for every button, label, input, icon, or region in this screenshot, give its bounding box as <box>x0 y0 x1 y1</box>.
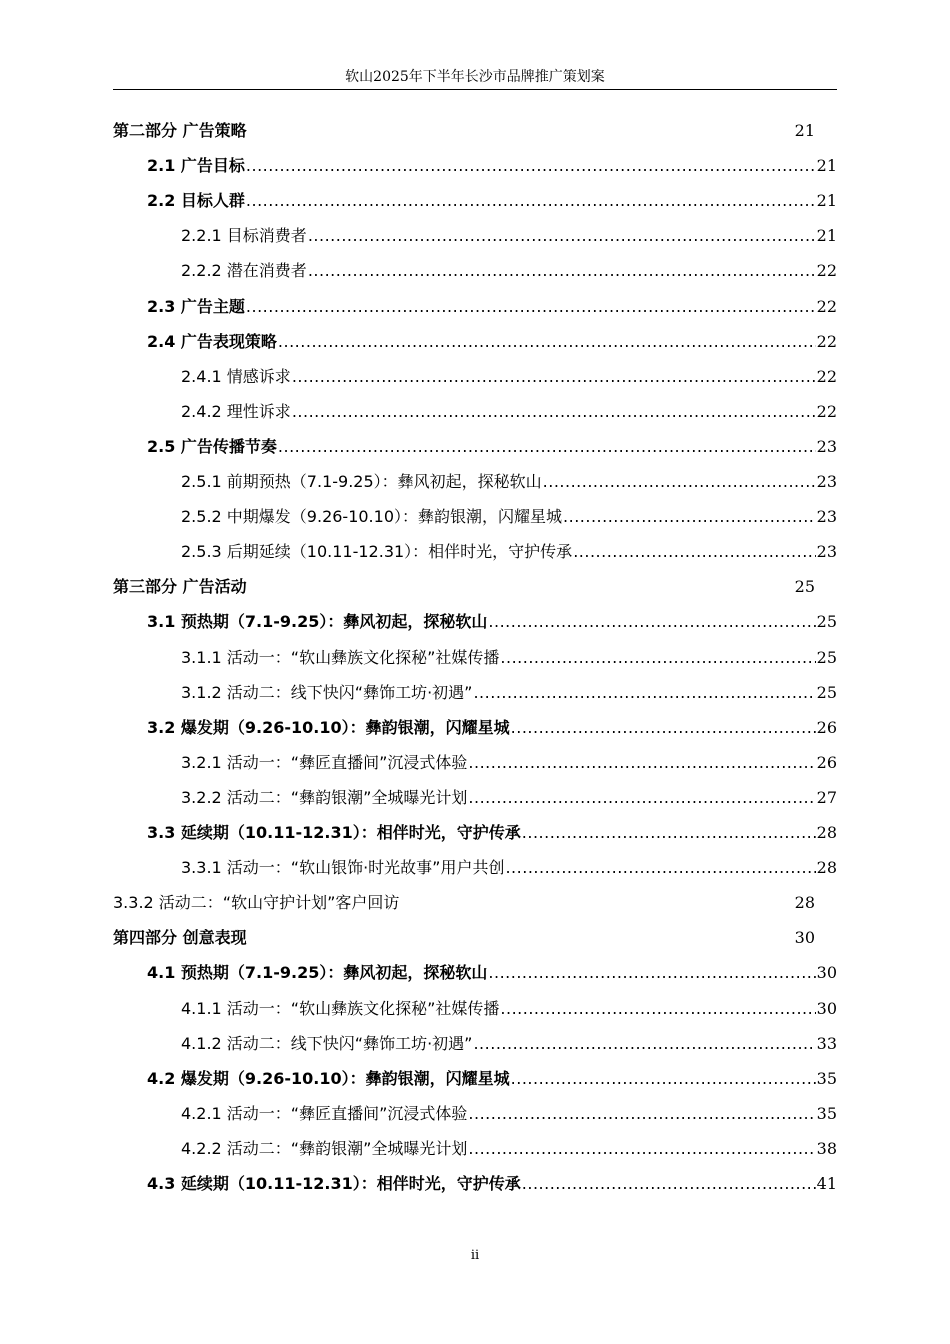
toc-entry[interactable] <box>181 506 837 528</box>
toc-dot-leader <box>522 822 816 844</box>
toc-entry[interactable] <box>147 962 837 984</box>
toc-page-number: 38 <box>816 1138 837 1158</box>
toc-entry-title: 第二部分 广告策略 <box>113 121 247 140</box>
toc-dot-leader <box>500 647 815 669</box>
toc-dot-leader <box>505 857 815 879</box>
toc-page-number: 35 <box>816 1103 837 1123</box>
toc-entry-title: 3.1.2 活动二：线下快闪“彝饰工坊·初遇” <box>181 682 473 702</box>
toc-entry[interactable] <box>181 471 837 493</box>
toc-entry-title: 2.2.1 目标消费者 <box>181 226 307 246</box>
toc-entry[interactable] <box>181 401 837 423</box>
toc-entry-title: 2.5.3 后期延续（10.11-12.31）：相伴时光，守护传承 <box>181 542 573 562</box>
toc-dot-leader <box>522 1173 816 1195</box>
toc-entry-title: 4.3 延续期（10.11-12.31）：相伴时光，守护传承 <box>147 1174 521 1193</box>
toc-page-number: 22 <box>816 261 837 281</box>
toc-entry[interactable] <box>147 190 837 212</box>
toc-dot-leader <box>473 1033 815 1055</box>
toc-page-number: 22 <box>816 401 837 421</box>
toc-entry[interactable] <box>181 1138 837 1160</box>
toc-dot-leader <box>473 682 815 704</box>
toc-entry-title: 2.2 目标人群 <box>147 191 245 211</box>
toc-entry[interactable] <box>181 998 837 1020</box>
header-rule <box>113 89 837 90</box>
toc-entry[interactable] <box>113 576 815 598</box>
toc-page-number: 25 <box>816 647 837 667</box>
toc-entry[interactable] <box>147 717 837 739</box>
toc-entry[interactable] <box>181 787 837 809</box>
toc-dot-leader <box>511 717 816 739</box>
toc-entry[interactable] <box>113 120 815 142</box>
toc-page-number: 30 <box>794 928 815 948</box>
toc-page-number: 23 <box>816 507 837 527</box>
toc-entry[interactable] <box>181 857 837 879</box>
toc-entry-title: 4.1.1 活动一：“软山彝族文化探秘”社媒传播 <box>181 998 500 1018</box>
toc-dot-leader <box>563 506 816 528</box>
toc-page-number: 22 <box>816 331 837 351</box>
toc-entry-title: 3.3 延续期（10.11-12.31）：相伴时光，守护传承 <box>147 823 521 842</box>
toc-page-number: 26 <box>816 717 837 737</box>
toc-page-number: 33 <box>816 1033 837 1053</box>
toc-entry-title: 2.4.1 情感诉求 <box>181 366 291 386</box>
toc-entry-title: 2.5.1 前期预热（7.1-9.25）：彝风初起，探秘软山 <box>181 472 542 491</box>
toc-entry[interactable] <box>147 611 837 633</box>
toc-page-number: 22 <box>816 366 837 386</box>
toc-entry[interactable] <box>181 1103 837 1125</box>
toc-page-number: 26 <box>816 752 837 772</box>
toc-entry[interactable] <box>181 647 837 669</box>
toc-entry[interactable] <box>181 260 837 282</box>
toc-page-number: 28 <box>816 858 837 878</box>
toc-page-number: 41 <box>816 1174 837 1193</box>
toc-dot-leader <box>292 366 816 388</box>
toc-dot-leader <box>468 787 815 809</box>
toc-page-number: 28 <box>816 823 837 842</box>
toc-dot-leader <box>468 1103 815 1125</box>
toc-entry-title: 2.2.2 潜在消费者 <box>181 261 307 281</box>
toc-entry-title: 4.1 预热期（7.1-9.25）：彝风初起，探秘软山 <box>147 963 488 983</box>
toc-page-number: 23 <box>816 472 837 491</box>
toc-dot-leader <box>488 962 815 984</box>
toc-entry-title: 3.1 预热期（7.1-9.25）：彝风初起，探秘软山 <box>147 612 488 632</box>
toc-dot-leader <box>246 190 816 212</box>
toc-page-number: 21 <box>794 121 815 140</box>
toc-entry-title: 2.4 广告表现策略 <box>147 331 277 351</box>
toc-dot-leader <box>488 611 815 633</box>
toc-page-number: 35 <box>816 1068 837 1088</box>
toc-dot-leader <box>292 401 816 423</box>
toc-page-number: 30 <box>816 963 837 983</box>
toc-dot-leader <box>500 998 815 1020</box>
toc-entry-title: 3.2.2 活动二：“彝韵银潮”全城曝光计划 <box>181 787 468 807</box>
toc-entry[interactable] <box>181 225 837 247</box>
toc-dot-leader <box>308 225 816 247</box>
toc-entry[interactable] <box>181 682 837 704</box>
toc-page-number: 23 <box>816 542 837 562</box>
toc-dot-leader <box>278 331 816 353</box>
toc-entry-title: 4.2 爆发期（9.26-10.10）：彝韵银潮，闪耀星城 <box>147 1068 510 1088</box>
toc-dot-leader <box>308 260 816 282</box>
toc-page-number: 27 <box>816 787 837 807</box>
toc-entry-title: 3.2.1 活动一：“彝匠直播间”沉浸式体验 <box>181 752 468 772</box>
toc-entry-title: 2.5.2 中期爆发（9.26-10.10）：彝韵银潮，闪耀星城 <box>181 507 563 527</box>
toc-page-number: 21 <box>816 191 837 211</box>
toc-page-number: 25 <box>794 577 815 597</box>
toc-entry[interactable] <box>181 752 837 774</box>
toc-dot-leader <box>246 296 816 318</box>
toc-entry-title: 2.3 广告主题 <box>147 296 245 316</box>
toc-entry[interactable] <box>113 927 815 949</box>
toc-page-number: 28 <box>794 893 815 913</box>
toc-entry[interactable] <box>147 436 837 458</box>
toc-page-number: 30 <box>816 998 837 1018</box>
toc-entry[interactable] <box>181 366 837 388</box>
toc-dot-leader <box>543 471 816 493</box>
toc-entry-title: 2.1 广告目标 <box>147 156 245 176</box>
toc-entry[interactable] <box>181 541 837 563</box>
toc-entry[interactable] <box>147 822 837 844</box>
toc-entry-title: 3.1.1 活动一：“软山彝族文化探秘”社媒传播 <box>181 647 500 667</box>
toc-dot-leader <box>573 541 815 563</box>
toc-entry[interactable] <box>147 1068 837 1090</box>
toc-entry[interactable] <box>147 1173 837 1195</box>
toc-page-number: 21 <box>816 226 837 246</box>
toc-page-number: 22 <box>816 296 837 316</box>
toc-page-number: 21 <box>816 156 837 176</box>
toc-entry-title: 4.2.1 活动一：“彝匠直播间”沉浸式体验 <box>181 1103 468 1123</box>
toc-entry[interactable] <box>147 331 837 353</box>
page-number: ii <box>470 1248 480 1263</box>
toc-dot-leader <box>278 436 816 458</box>
toc-entry-title: 3.2 爆发期（9.26-10.10）：彝韵银潮，闪耀星城 <box>147 717 510 737</box>
toc-dot-leader <box>468 752 815 774</box>
toc-dot-leader <box>246 155 816 177</box>
toc-entry-title: 2.5 广告传播节奏 <box>147 436 277 456</box>
toc-page-number: 25 <box>816 612 837 632</box>
toc-page-number: 23 <box>816 436 837 456</box>
toc-entry-title: 4.2.2 活动二：“彝韵银潮”全城曝光计划 <box>181 1138 468 1158</box>
toc-dot-leader <box>468 1138 815 1160</box>
toc-entry[interactable] <box>147 155 837 177</box>
toc-entry-title: 2.4.2 理性诉求 <box>181 401 291 421</box>
toc-entry-title: 3.3.1 活动一：“软山银饰·时光故事”用户共创 <box>181 858 505 878</box>
page-header-title: 软山2025年下半年长沙市品牌推广策划案 <box>345 69 605 85</box>
toc-page-number: 25 <box>816 682 837 702</box>
toc-entry-title: 第三部分 广告活动 <box>113 577 247 597</box>
toc-entry-title: 3.3.2 活动二：“软山守护计划”客户回访 <box>113 893 400 913</box>
toc-dot-leader <box>511 1068 816 1090</box>
toc-entry[interactable] <box>181 1033 837 1055</box>
toc-entry-title: 第四部分 创意表现 <box>113 928 247 948</box>
toc-entry[interactable] <box>113 892 815 914</box>
toc-entry[interactable] <box>147 296 837 318</box>
toc-entry-title: 4.1.2 活动二：线下快闪“彝饰工坊·初遇” <box>181 1033 473 1053</box>
